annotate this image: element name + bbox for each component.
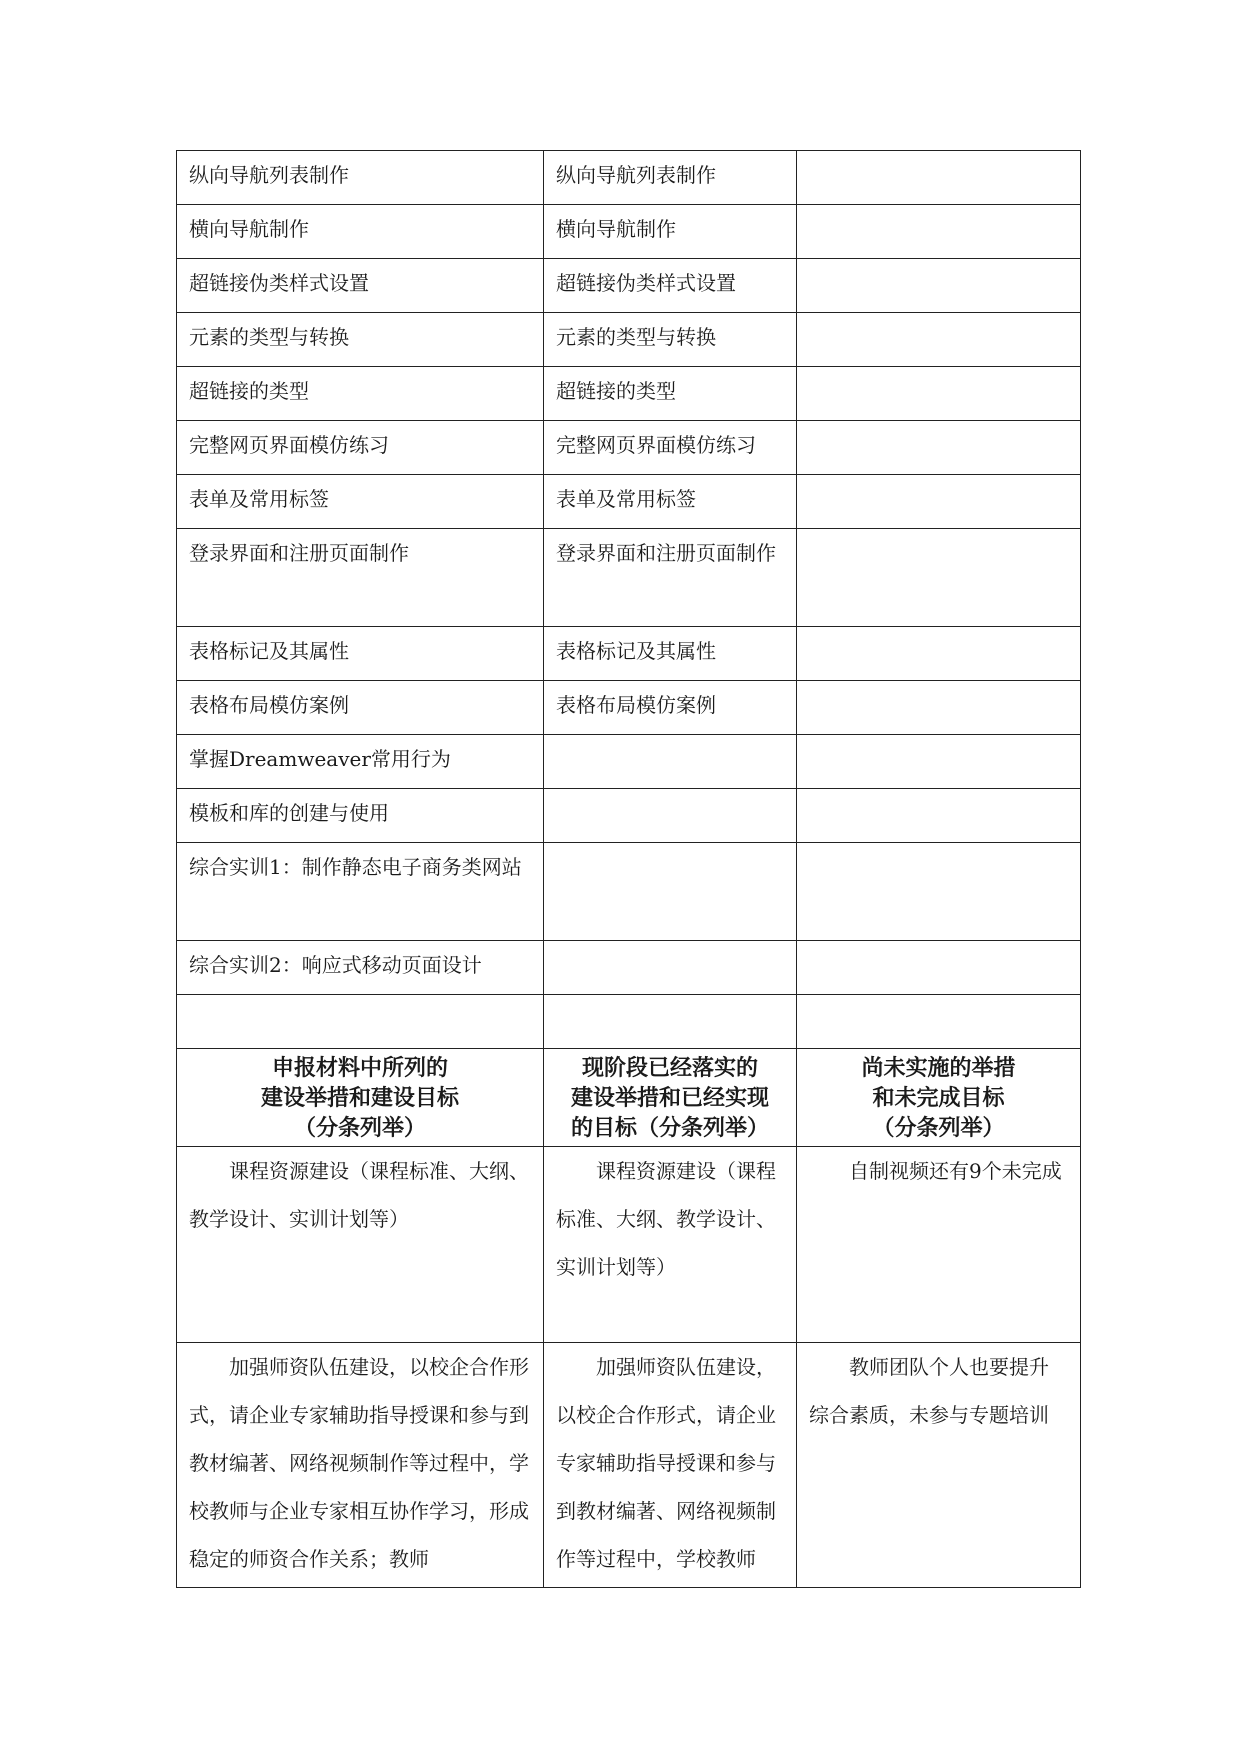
construction-table bbox=[176, 150, 1081, 1588]
cell-pending bbox=[797, 789, 1081, 843]
cell-implemented: 加强师资队伍建设，以校企合作形式，请企业专家辅助指导授课和参与到教材编著、网络视频制作等过程中，学校教师 bbox=[544, 1343, 797, 1588]
cell-pending: 自制视频还有9个未完成 bbox=[797, 1147, 1081, 1343]
cell-pending bbox=[797, 529, 1081, 627]
cell-pending bbox=[797, 995, 1081, 1049]
table-row bbox=[177, 475, 1081, 529]
cell-planned: 横向导航制作 bbox=[177, 205, 544, 259]
cell-planned: 纵向导航列表制作 bbox=[177, 151, 544, 205]
cell-implemented: 完整网页界面模仿练习 bbox=[544, 421, 797, 475]
cell-implemented bbox=[544, 843, 797, 941]
cell-implemented: 超链接伪类样式设置 bbox=[544, 259, 797, 313]
cell-implemented: 超链接的类型 bbox=[544, 367, 797, 421]
cell-implemented bbox=[544, 735, 797, 789]
header-line: 建设举措和已经实现 bbox=[570, 1084, 769, 1111]
cell-implemented: 表格标记及其属性 bbox=[544, 627, 797, 681]
cell-pending bbox=[797, 941, 1081, 995]
cell-implemented bbox=[544, 941, 797, 995]
cell-pending bbox=[797, 313, 1081, 367]
cell-pending bbox=[797, 627, 1081, 681]
table-row bbox=[177, 627, 1081, 681]
cell-implemented bbox=[544, 995, 797, 1049]
cell-planned: 表格布局模仿案例 bbox=[177, 681, 544, 735]
cell-planned: 超链接伪类样式设置 bbox=[177, 259, 544, 313]
cell-planned: 掌握Dreamweaver常用行为 bbox=[177, 735, 544, 789]
cell-planned: 完整网页界面模仿练习 bbox=[177, 421, 544, 475]
cell-pending bbox=[797, 367, 1081, 421]
cell-pending bbox=[797, 259, 1081, 313]
cell-pending bbox=[797, 475, 1081, 529]
cell-planned: 表格标记及其属性 bbox=[177, 627, 544, 681]
section-header-row bbox=[177, 1049, 1081, 1147]
cell-planned: 表单及常用标签 bbox=[177, 475, 544, 529]
header-line: 现阶段已经落实的 bbox=[581, 1054, 758, 1081]
cell-planned: 模板和库的创建与使用 bbox=[177, 789, 544, 843]
table-row bbox=[177, 259, 1081, 313]
table-row bbox=[177, 789, 1081, 843]
cell-pending bbox=[797, 421, 1081, 475]
cell-pending bbox=[797, 843, 1081, 941]
table-row bbox=[177, 681, 1081, 735]
table-row bbox=[177, 421, 1081, 475]
table-row bbox=[177, 941, 1081, 995]
table-row bbox=[177, 529, 1081, 627]
header-line: （分条列举） bbox=[872, 1114, 1005, 1141]
cell-pending bbox=[797, 681, 1081, 735]
cell-implemented: 表格布局模仿案例 bbox=[544, 681, 797, 735]
header-implemented bbox=[544, 1049, 797, 1147]
cell-implemented: 纵向导航列表制作 bbox=[544, 151, 797, 205]
table-row bbox=[177, 151, 1081, 205]
cell-planned: 综合实训2：响应式移动页面设计 bbox=[177, 941, 544, 995]
cell-planned: 超链接的类型 bbox=[177, 367, 544, 421]
cell-implemented bbox=[544, 789, 797, 843]
cell-implemented: 元素的类型与转换 bbox=[544, 313, 797, 367]
header-line: 申报材料中所列的 bbox=[271, 1054, 448, 1081]
cell-implemented: 表单及常用标签 bbox=[544, 475, 797, 529]
cell-implemented: 横向导航制作 bbox=[544, 205, 797, 259]
paragraph-row bbox=[177, 1147, 1081, 1343]
cell-pending bbox=[797, 151, 1081, 205]
cell-planned bbox=[177, 995, 544, 1049]
paragraph-row bbox=[177, 1343, 1081, 1588]
table-row bbox=[177, 205, 1081, 259]
header-pending bbox=[797, 1049, 1081, 1147]
cell-pending bbox=[797, 735, 1081, 789]
cell-planned: 加强师资队伍建设，以校企合作形式，请企业专家辅助指导授课和参与到教材编著、网络视频制作等过程中，学校教师与企业专家相互协作学习，形成稳定的师资合作关系；教师 bbox=[177, 1343, 544, 1588]
header-planned bbox=[177, 1049, 544, 1147]
cell-planned: 综合实训1：制作静态电子商务类网站 bbox=[177, 843, 544, 941]
cell-implemented: 登录界面和注册页面制作 bbox=[544, 529, 797, 627]
table-row bbox=[177, 843, 1081, 941]
cell-planned: 元素的类型与转换 bbox=[177, 313, 544, 367]
header-line: （分条列举） bbox=[293, 1114, 426, 1141]
cell-planned: 登录界面和注册页面制作 bbox=[177, 529, 544, 627]
header-line: 尚未实施的举措 bbox=[861, 1054, 1016, 1081]
cell-pending: 教师团队个人也要提升综合素质，未参与专题培训 bbox=[797, 1343, 1081, 1588]
cell-pending bbox=[797, 205, 1081, 259]
header-line: 的目标（分条列举） bbox=[570, 1114, 769, 1141]
table-row bbox=[177, 313, 1081, 367]
cell-planned: 课程资源建设（课程标准、大纲、教学设计、实训计划等） bbox=[177, 1147, 544, 1343]
table-row bbox=[177, 367, 1081, 421]
cell-implemented: 课程资源建设（课程标准、大纲、教学设计、实训计划等） bbox=[544, 1147, 797, 1343]
header-line: 建设举措和建设目标 bbox=[260, 1084, 459, 1111]
header-line: 和未完成目标 bbox=[872, 1084, 1005, 1111]
table-row-empty bbox=[177, 995, 1081, 1049]
table-row bbox=[177, 735, 1081, 789]
